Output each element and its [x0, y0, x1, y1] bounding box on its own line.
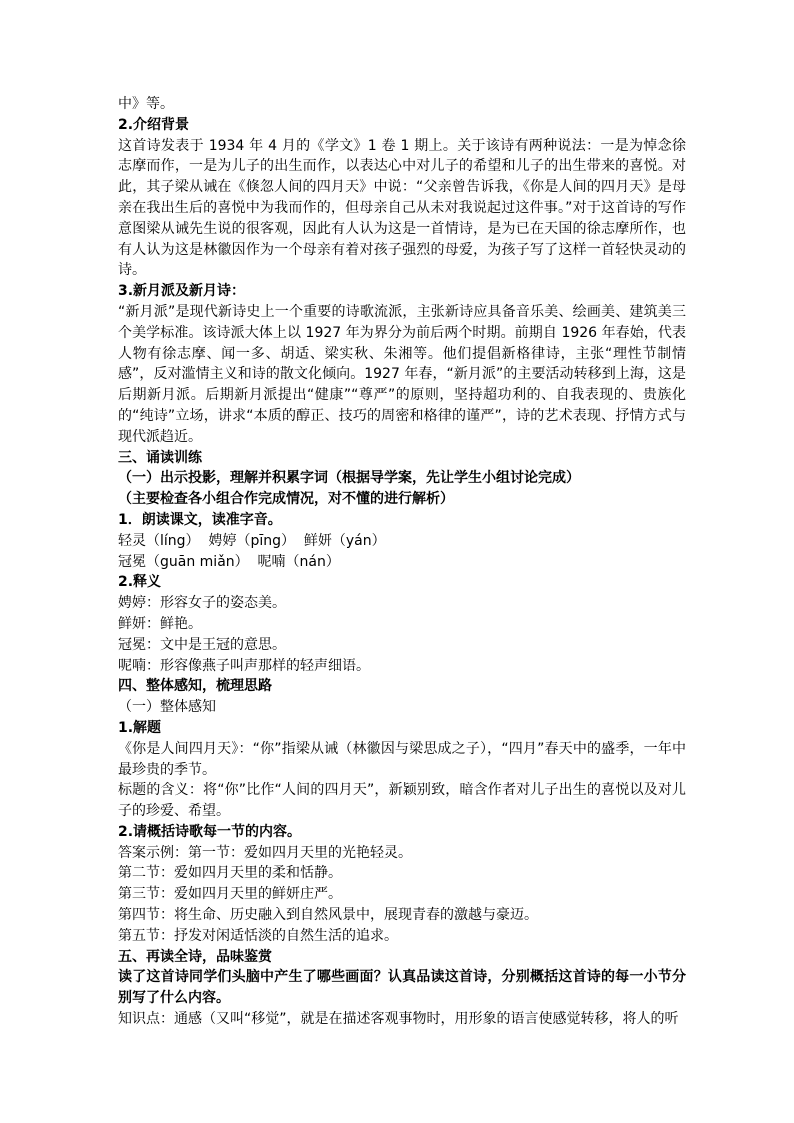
definition-line: 娉婷：形容女子的姿态美。 [118, 595, 286, 612]
section-heading: 3.新月派及新月诗： [118, 283, 246, 300]
subsection-heading: （一）出示投影，理解并积累字词（根据导学案，先让学生小组讨论完成） [118, 470, 580, 487]
paragraph-crescent-school: “新月派”是现代新诗史上一个重要的诗歌流派，主张新诗应具备音乐美、绘画美、建筑美三个美学标准。该诗派大体上以 1927 年为界分为前后两个时期。前期自 1926 年春始，代表人物有徐志摩、闻一多、胡适、梁实秋、朱湘等。他们提倡新格律诗，主张“理性节制情感”，反对滥情主义和诗的散文化倾向。1927 年春，“新月派”的主要活动转移到上海，这是后期新月派。后期新月派提出“健康”“尊严”的原则，坚持超功利的、自我表现的、贵族化的“纯诗”立场，讲求“本质的醇正、技巧的周密和格律的谨严”，诗的艺术表现、抒情方式与现代派趋近。 [118, 303, 686, 445]
subsection-heading: （一）整体感知 [118, 699, 216, 716]
paragraph-title-explanation: 《你是人间四月天》：“你”指梁从诫（林徽因与梁思成之子），“四月”春天中的盛季，一年中最珍贵的季节。 [118, 740, 686, 778]
section-heading: 五、再读全诗，品味鉴赏 [118, 948, 272, 965]
answer-line: 第三节：爱如四月天里的鲜妍庄严。 [118, 886, 342, 903]
section-heading: 三、诵读训练 [118, 449, 202, 466]
definition-line: 鲜妍：鲜艳。 [118, 615, 202, 632]
definition-line: 呢喃：形容像燕子叫声那样的轻声细语。 [118, 657, 370, 674]
definition-line: 冠冕：文中是王冠的意思。 [118, 636, 286, 653]
section-heading: 2.释义 [118, 574, 162, 591]
pronunciation-line: 冠冕（guān miǎn） 呢喃（nán） [118, 553, 340, 570]
answer-line: 第五节：抒发对闲适恬淡的自然生活的追求。 [118, 927, 398, 944]
pronunciation-line: 轻灵（líng） 娉婷（pīng） 鲜妍（yán） [118, 532, 386, 549]
text-line: 中》等。 [118, 96, 174, 112]
section-heading: 四、整体感知，梳理思路 [118, 678, 272, 695]
answer-line: 第二节：爱如四月天里的柔和恬静。 [118, 865, 342, 882]
subsection-heading: （主要检查各小组合作完成情况，对不懂的进行解析） [118, 491, 454, 508]
question-paragraph: 读了这首诗同学们头脑中产生了哪些画面？认真品读这首诗，分别概括这首诗的每一小节分别写了什么内容。 [118, 969, 686, 1007]
knowledge-point-line: 知识点：通感（又叫“移觉”，就是在描述客观事物时，用形象的语言使感觉转移，将人的听 [118, 1011, 679, 1028]
paragraph-background: 这首诗发表于 1934 年 4 月的《学文》1 卷 1 期上。关于该诗有两种说法：一是为悼念徐志摩而作，一是为儿子的出生而作，以表达心中对儿子的希望和儿子的出生带来的喜悦。对此，其子梁从诫在《倏忽人间的四月天》中说：“父亲曾告诉我，《你是人间的四月天》是母亲在我出生后的喜悦中为我而作的，但母亲自己从未对我说起过这件事。”对于这首诗的写作意图梁从诫先生说的很客观，因此有人认为这是一首情诗，是为已在天国的徐志摩所作，也有人认为这是林徽因作为一个母亲有着对孩子强烈的母爱，为孩子写了这样一首轻快灵动的诗。 [118, 137, 686, 279]
answer-line: 第四节：将生命、历史融入到自然风景中，展现青春的激越与豪迈。 [118, 907, 538, 924]
task-heading: 1．朗读课文，读准字音。 [118, 511, 282, 528]
section-heading: 1.解题 [118, 719, 162, 736]
section-heading: 2.请概括诗歌每一节的内容。 [118, 823, 302, 840]
answer-line: 答案示例：第一节：爱如四月天里的光艳轻灵。 [118, 844, 412, 861]
section-heading: 2.介绍背景 [118, 116, 190, 133]
document-page [118, 94, 686, 1030]
paragraph-title-meaning: 标题的含义：将“你”比作“人间的四月天”，新颖别致，暗含作者对儿子出生的喜悦以及对儿子的珍爱、希望。 [118, 782, 686, 820]
